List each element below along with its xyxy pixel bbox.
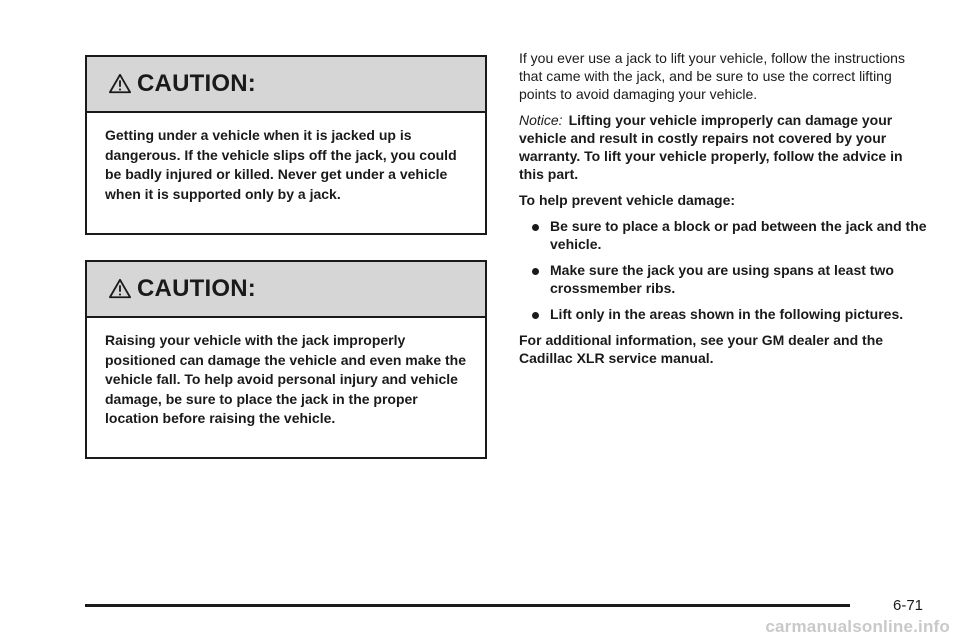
prevent-heading: To help prevent vehicle damage: bbox=[519, 192, 736, 208]
intro-paragraph: If you ever use a jack to lift your vehicle, follow the instructions that came with the jack, and be sure to use the correct lifting points to avoid damaging your vehicle. bbox=[519, 50, 905, 102]
bullet-list bbox=[519, 217, 929, 323]
warning-triangle-icon bbox=[109, 73, 131, 95]
notice-paragraph bbox=[519, 111, 929, 183]
footer-rule bbox=[85, 604, 850, 607]
warning-triangle-icon bbox=[109, 278, 131, 300]
bullet-text: Be sure to place a block or pad between the jack and the vehicle. bbox=[550, 218, 927, 252]
caution-title: CAUTION: bbox=[137, 275, 256, 302]
caution-box-1 bbox=[85, 55, 487, 235]
caution-header bbox=[87, 262, 485, 318]
notice-text: Lifting your vehicle improperly can damage your vehicle and result in costly repairs not covered by your warranty. To lift your vehicle properly, follow the advice in this part. bbox=[519, 112, 903, 182]
caution-box-2 bbox=[85, 260, 487, 459]
bullet-icon bbox=[532, 268, 539, 275]
additional-info: For additional information, see your GM dealer and the Cadillac XLR service manual. bbox=[519, 332, 884, 366]
bullet-icon bbox=[532, 312, 539, 319]
notice-label: Notice: bbox=[519, 112, 563, 128]
caution-text: Getting under a vehicle when it is jacked up is dangerous. If the vehicle slips off the jack, you could be badly injured or killed. Never get under a vehicle when it is supported only by a jack. bbox=[105, 127, 457, 202]
bullet-text: Lift only in the areas shown in the following pictures. bbox=[550, 306, 904, 322]
caution-header bbox=[87, 57, 485, 113]
list-item bbox=[519, 305, 929, 323]
caution-text: Raising your vehicle with the jack improperly positioned can damage the vehicle and even make the vehicle fall. To help avoid personal injury and vehicle damage, be sure to place the jack in the proper location before raising the vehicle. bbox=[105, 332, 467, 426]
page-number: 6-71 bbox=[893, 597, 924, 614]
watermark: carmanualsonline.info bbox=[765, 617, 950, 636]
caution-title: CAUTION: bbox=[137, 70, 256, 97]
list-item bbox=[519, 261, 929, 297]
bullet-text: Make sure the jack you are using spans at least two crossmember ribs. bbox=[550, 262, 894, 296]
right-column bbox=[519, 49, 929, 375]
bullet-icon bbox=[532, 224, 539, 231]
list-item bbox=[519, 217, 929, 253]
